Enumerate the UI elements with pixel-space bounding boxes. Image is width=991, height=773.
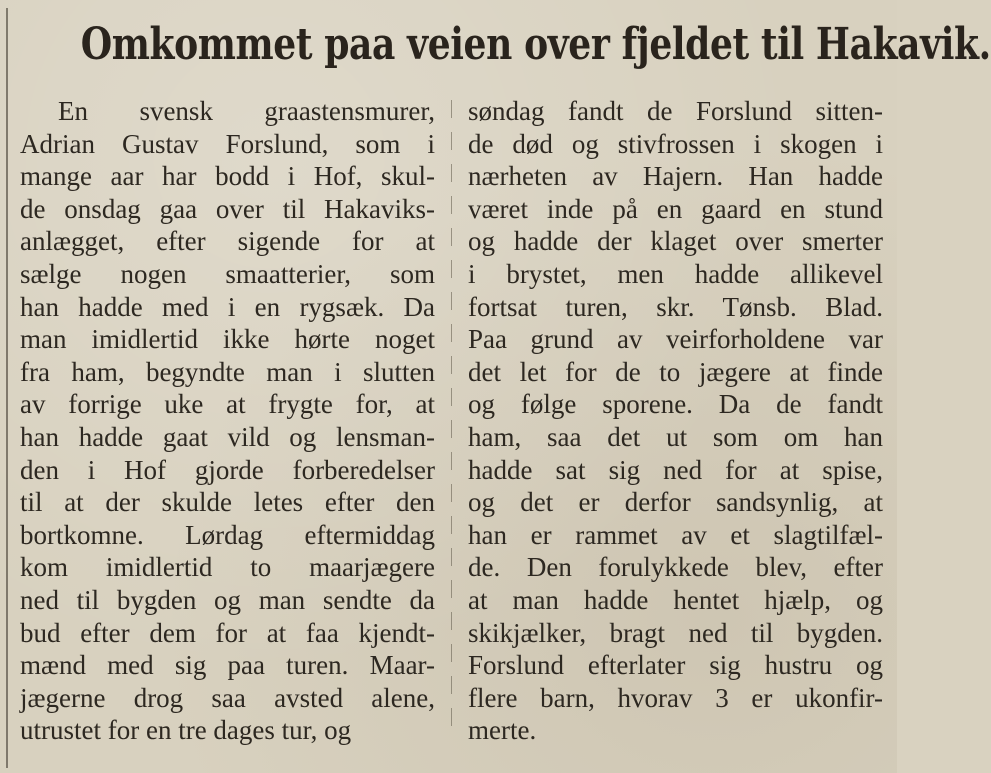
text-line: mænd med sig paa turen. Maar- [20, 650, 435, 681]
text-line: de. Den forulykkede blev, efter [468, 552, 883, 583]
text-line: og det er derfor sandsynlig, at [468, 487, 883, 518]
text-line: skikjælker, bragt ned til bygden. [468, 617, 883, 648]
text-line: bud efter dem for at faa kjendt- [20, 617, 435, 648]
text-line: den i Hof gjorde forberedelser [20, 454, 435, 485]
text-line: man imidlertid ikke hørte noget [20, 324, 435, 355]
text-line: til at der skulde letes efter den [20, 487, 435, 518]
text-line: Forslund efterlater sig hustru og [468, 650, 883, 681]
text-line: hadde sat sig ned for at spise, [468, 454, 883, 485]
text-line: de onsdag gaa over til Hakaviks- [20, 193, 435, 224]
text-line: flere barn, hvorav 3 er ukonfir- [468, 682, 883, 713]
text-line: han er rammet av et slagtilfæl- [468, 519, 883, 550]
text-line: og hadde der klaget over smerter [468, 226, 883, 257]
text-line: nærheten av Hajern. Han hadde [468, 161, 883, 192]
text-line: han hadde med i en rygsæk. Da [20, 291, 435, 322]
headline: Omkommet paa veien over fjeldet til Hakavik. [80, 19, 991, 70]
text-line: været inde på en gaard en stund [468, 193, 883, 224]
text-line: og følge sporene. Da de fandt [468, 389, 883, 420]
text-line: bortkomne. Lørdag eftermiddag [20, 519, 435, 550]
text-line: kom imidlertid to maarjægere [20, 552, 435, 583]
text-line: søndag fandt de Forslund sitten- [468, 96, 883, 126]
text-line: fra ham, begyndte man i slutten [20, 356, 435, 387]
text-line: ham, saa det ut som om han [468, 421, 883, 452]
text-line: i brystet, men hadde allikevel [468, 258, 883, 289]
text-line: utrustet for en tre dages tur, og [20, 715, 352, 746]
text-line: Paa grund av veirforholdene var [468, 324, 883, 355]
text-line: han hadde gaat vild og lensman- [20, 421, 435, 452]
text-line: merte. [468, 715, 537, 746]
text-line: anlægget, efter sigende for at [20, 226, 435, 257]
text-line: Adrian Gustav Forslund, som i [20, 128, 435, 159]
left-border-rule [6, 8, 8, 768]
text-line: fortsat turen, skr. Tønsb. Blad. [468, 291, 883, 322]
text-line: de død og stivfrossen i skogen i [468, 128, 883, 159]
text-line: jægerne drog saa avsted alene, [20, 682, 435, 713]
column-divider [451, 100, 452, 740]
left-column [20, 95, 435, 747]
right-column [468, 95, 883, 747]
text-line: at man hadde hentet hjælp, og [468, 584, 883, 615]
text-line: av forrige uke at frygte for, at [20, 389, 435, 420]
text-line: det let for de to jægere at finde [468, 356, 883, 387]
text-line: En svensk graastensmurer, [58, 96, 435, 126]
text-line: mange aar har bodd i Hof, skul- [20, 161, 435, 192]
text-line: ned til bygden og man sendte da [20, 584, 435, 615]
text-line: sælge nogen smaatterier, som [20, 258, 435, 289]
